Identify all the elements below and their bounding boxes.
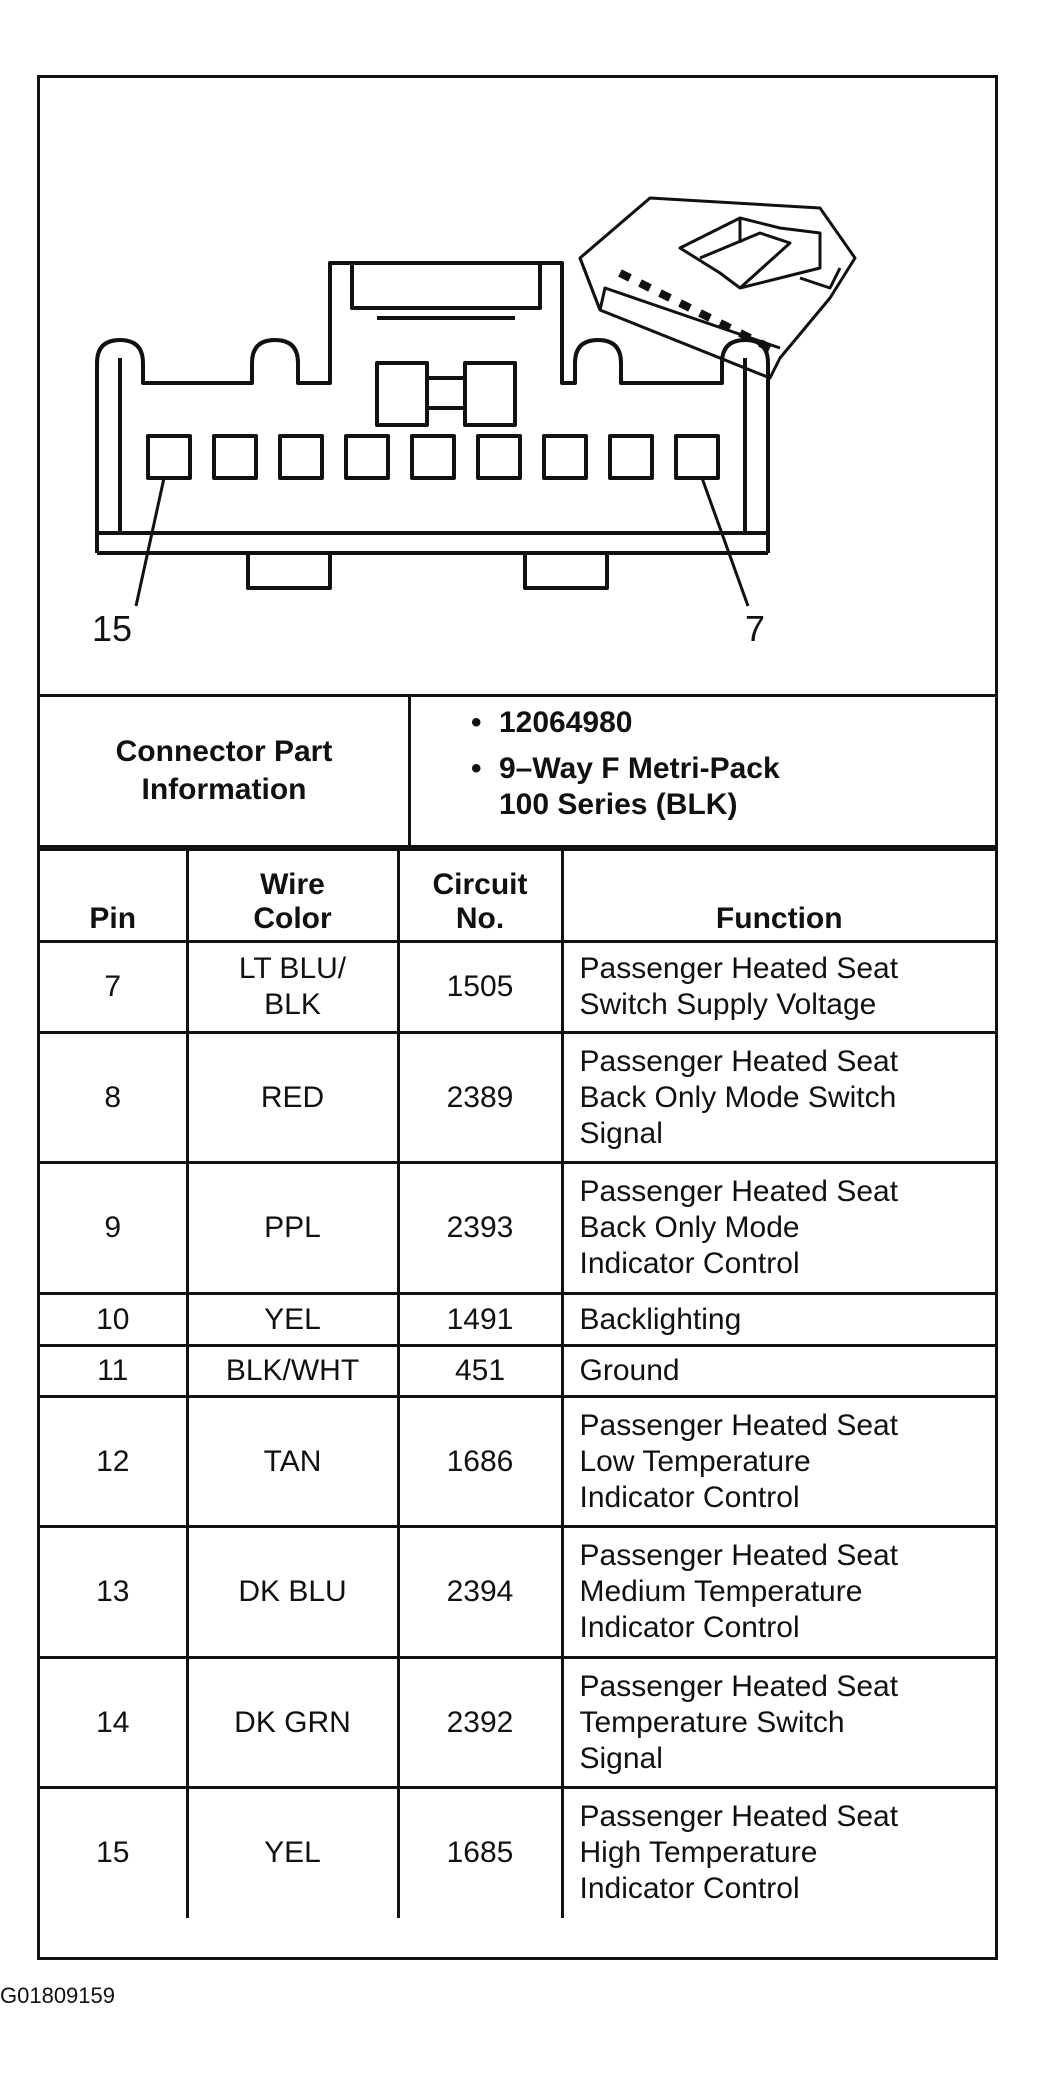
wire-color-cell: DK BLU: [187, 1527, 398, 1658]
header-pin: Pin: [40, 850, 187, 942]
connector-type: 9–Way F Metri-Pack 100 Series (BLK): [499, 752, 780, 821]
pin-cell: 9: [40, 1163, 187, 1294]
pin-cell: 8: [40, 1033, 187, 1163]
circuit-cell: 2389: [398, 1033, 562, 1163]
wire-color-cell: YEL: [187, 1294, 398, 1346]
figure-id: G01809159: [0, 1983, 115, 2008]
circuit-cell: 1685: [398, 1788, 562, 1918]
wire-color-cell: RED: [187, 1033, 398, 1163]
table-row: [40, 942, 995, 1033]
connector-part-information: [40, 697, 995, 848]
table-row: [40, 1527, 995, 1658]
bullet: •: [471, 752, 482, 785]
part-number: 12064980: [499, 706, 633, 739]
pin-cell: 13: [40, 1527, 187, 1658]
pin-cell: 11: [40, 1346, 187, 1397]
pinout-table: [40, 848, 995, 1918]
wire-color-cell: PPL: [187, 1163, 398, 1294]
wire-color-cell: DK GRN: [187, 1658, 398, 1788]
part-info-label: [40, 697, 411, 845]
circuit-cell: 451: [398, 1346, 562, 1397]
pin-cell: 15: [40, 1788, 187, 1918]
circuit-cell: 1491: [398, 1294, 562, 1346]
function-cell: Passenger Heated Seat Temperature Switch Signal: [562, 1658, 995, 1788]
circuit-cell: 2394: [398, 1527, 562, 1658]
header-wire-color: Wire Color: [187, 850, 398, 942]
circuit-cell: 2392: [398, 1658, 562, 1788]
pin-15-callout: 15: [92, 608, 133, 649]
table-row: [40, 1294, 995, 1346]
function-cell: Passenger Heated Seat Low Temperature Indicator Control: [562, 1397, 995, 1527]
connector-frame: [37, 75, 998, 1960]
connector-diagram: [40, 78, 995, 697]
function-cell: Backlighting: [562, 1294, 995, 1346]
circuit-cell: 2393: [398, 1163, 562, 1294]
table-row: [40, 1033, 995, 1163]
pin-cell: 12: [40, 1397, 187, 1527]
part-info-label-line1: Connector Part: [115, 735, 333, 768]
circuit-cell: 1686: [398, 1397, 562, 1527]
pin-7-callout: 7: [745, 608, 766, 649]
bullet: •: [471, 706, 482, 739]
function-cell: Passenger Heated Seat Switch Supply Voltage: [562, 942, 995, 1033]
table-row: [40, 1163, 995, 1294]
header-circuit-no: Circuit No.: [398, 850, 562, 942]
function-cell: Passenger Heated Seat Back Only Mode Indicator Control: [562, 1163, 995, 1294]
pin-cell: 14: [40, 1658, 187, 1788]
function-cell: Passenger Heated Seat High Temperature Indicator Control: [562, 1788, 995, 1918]
pin-cell: 7: [40, 942, 187, 1033]
table-row: [40, 1397, 995, 1527]
table-row: [40, 1346, 995, 1397]
function-cell: Ground: [562, 1346, 995, 1397]
wire-color-cell: TAN: [187, 1397, 398, 1527]
circuit-cell: 1505: [398, 942, 562, 1033]
wire-color-cell: BLK/WHT: [187, 1346, 398, 1397]
wire-color-cell: LT BLU/ BLK: [187, 942, 398, 1033]
function-cell: Passenger Heated Seat Medium Temperature Indicator Control: [562, 1527, 995, 1658]
wire-color-cell: YEL: [187, 1788, 398, 1918]
table-row: [40, 1788, 995, 1918]
pin-cell: 10: [40, 1294, 187, 1346]
table-row: [40, 1658, 995, 1788]
part-info-values: [411, 697, 995, 845]
connector-face-drawing: [40, 78, 995, 694]
part-info-label-line2: Information: [141, 773, 307, 806]
header-function: Function: [562, 850, 995, 942]
function-cell: Passenger Heated Seat Back Only Mode Switch Signal: [562, 1033, 995, 1163]
